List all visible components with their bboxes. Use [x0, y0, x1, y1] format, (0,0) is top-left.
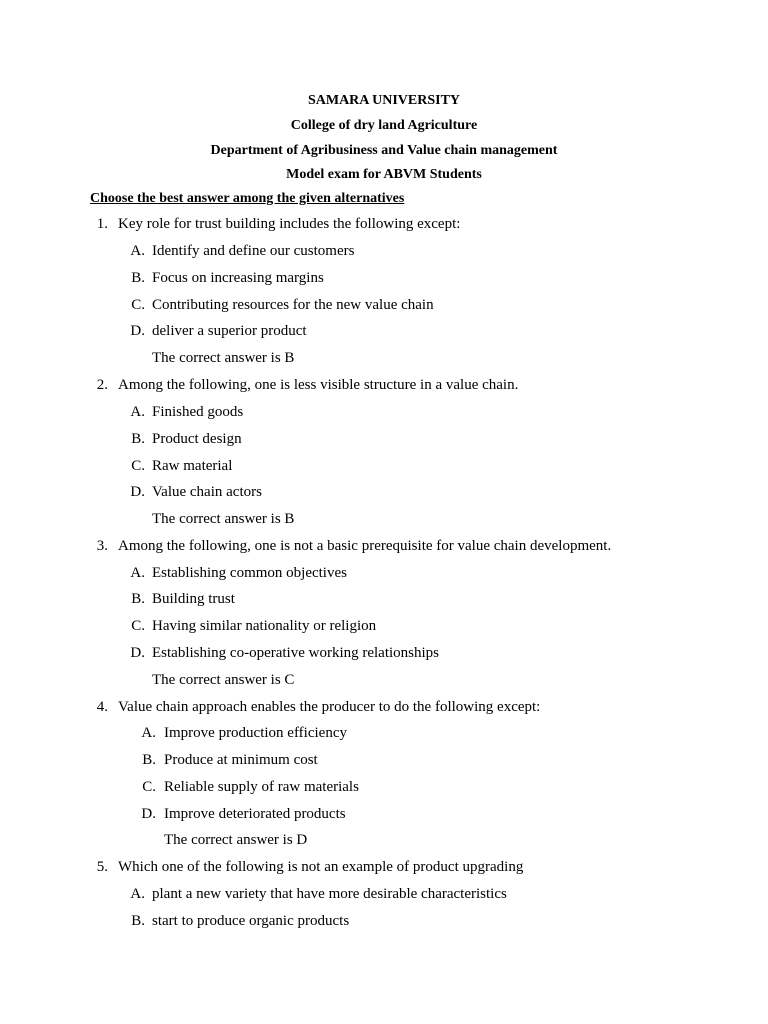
option-letter: A. — [130, 886, 145, 902]
option-letter: C. — [131, 458, 145, 474]
question-number: 3. — [96, 538, 108, 554]
university-title: SAMARA UNIVERSITY — [307, 93, 461, 108]
option-letter: D. — [130, 323, 145, 339]
option-text: Having similar nationality or religion — [152, 618, 377, 634]
question-number: 1. — [96, 216, 108, 232]
option-text: start to produce organic products — [152, 913, 350, 929]
answer-line: The correct answer is B — [152, 511, 295, 527]
option-text: Raw material — [152, 458, 233, 474]
option-letter: B. — [131, 431, 145, 447]
answer-line: The correct answer is D — [164, 832, 308, 848]
option-letter: D. — [141, 806, 156, 822]
answer-line: The correct answer is C — [152, 672, 295, 688]
option-text: Establishing common objectives — [152, 565, 347, 581]
question-text: Value chain approach enables the producer to do the following except: — [118, 699, 541, 715]
option-text: Contributing resources for the new value chain — [152, 297, 434, 313]
option-text: Improve deteriorated products — [164, 806, 346, 822]
option-text: Improve production efficiency — [164, 725, 347, 741]
college-title: College of dry land Agriculture — [290, 118, 478, 133]
question-text: Key role for trust building includes the following except: — [118, 216, 461, 232]
option-text: Reliable supply of raw materials — [164, 779, 359, 795]
option-text: plant a new variety that have more desirable characteristics — [152, 886, 507, 902]
option-text: Product design — [152, 431, 242, 447]
option-text: Finished goods — [152, 404, 244, 420]
option-letter: C. — [142, 779, 156, 795]
option-letter: A. — [130, 404, 145, 420]
option-letter: D. — [130, 484, 145, 500]
option-text: Produce at minimum cost — [164, 752, 318, 768]
question-number: 5. — [96, 859, 108, 875]
question-text: Among the following, one is less visible structure in a value chain. — [118, 377, 519, 393]
department-title: Department of Agribusiness and Value chain management — [210, 143, 558, 158]
instruction-text: Choose the best answer among the given alternatives — [90, 191, 405, 206]
option-letter: B. — [131, 913, 145, 929]
option-letter: C. — [131, 297, 145, 313]
question-text: Among the following, one is not a basic prerequisite for value chain development. — [118, 538, 612, 554]
option-text: Establishing co-operative working relationships — [152, 645, 440, 661]
option-letter: A. — [130, 243, 145, 259]
question-number: 2. — [96, 377, 108, 393]
option-letter: B. — [142, 752, 156, 768]
option-letter: C. — [131, 618, 145, 634]
option-text: deliver a superior product — [152, 323, 307, 339]
answer-line: The correct answer is B — [152, 350, 295, 366]
option-letter: A. — [141, 725, 156, 741]
option-letter: B. — [131, 270, 145, 286]
option-text: Focus on increasing margins — [152, 270, 324, 286]
option-text: Value chain actors — [152, 484, 262, 500]
option-letter: B. — [131, 591, 145, 607]
question-text: Which one of the following is not an example of product upgrading — [118, 859, 524, 875]
option-text: Building trust — [152, 591, 235, 607]
option-letter: A. — [130, 565, 145, 581]
exam-title: Model exam for ABVM Students — [286, 167, 482, 182]
option-letter: D. — [130, 645, 145, 661]
option-text: Identify and define our customers — [152, 243, 355, 259]
question-number: 4. — [96, 699, 108, 715]
